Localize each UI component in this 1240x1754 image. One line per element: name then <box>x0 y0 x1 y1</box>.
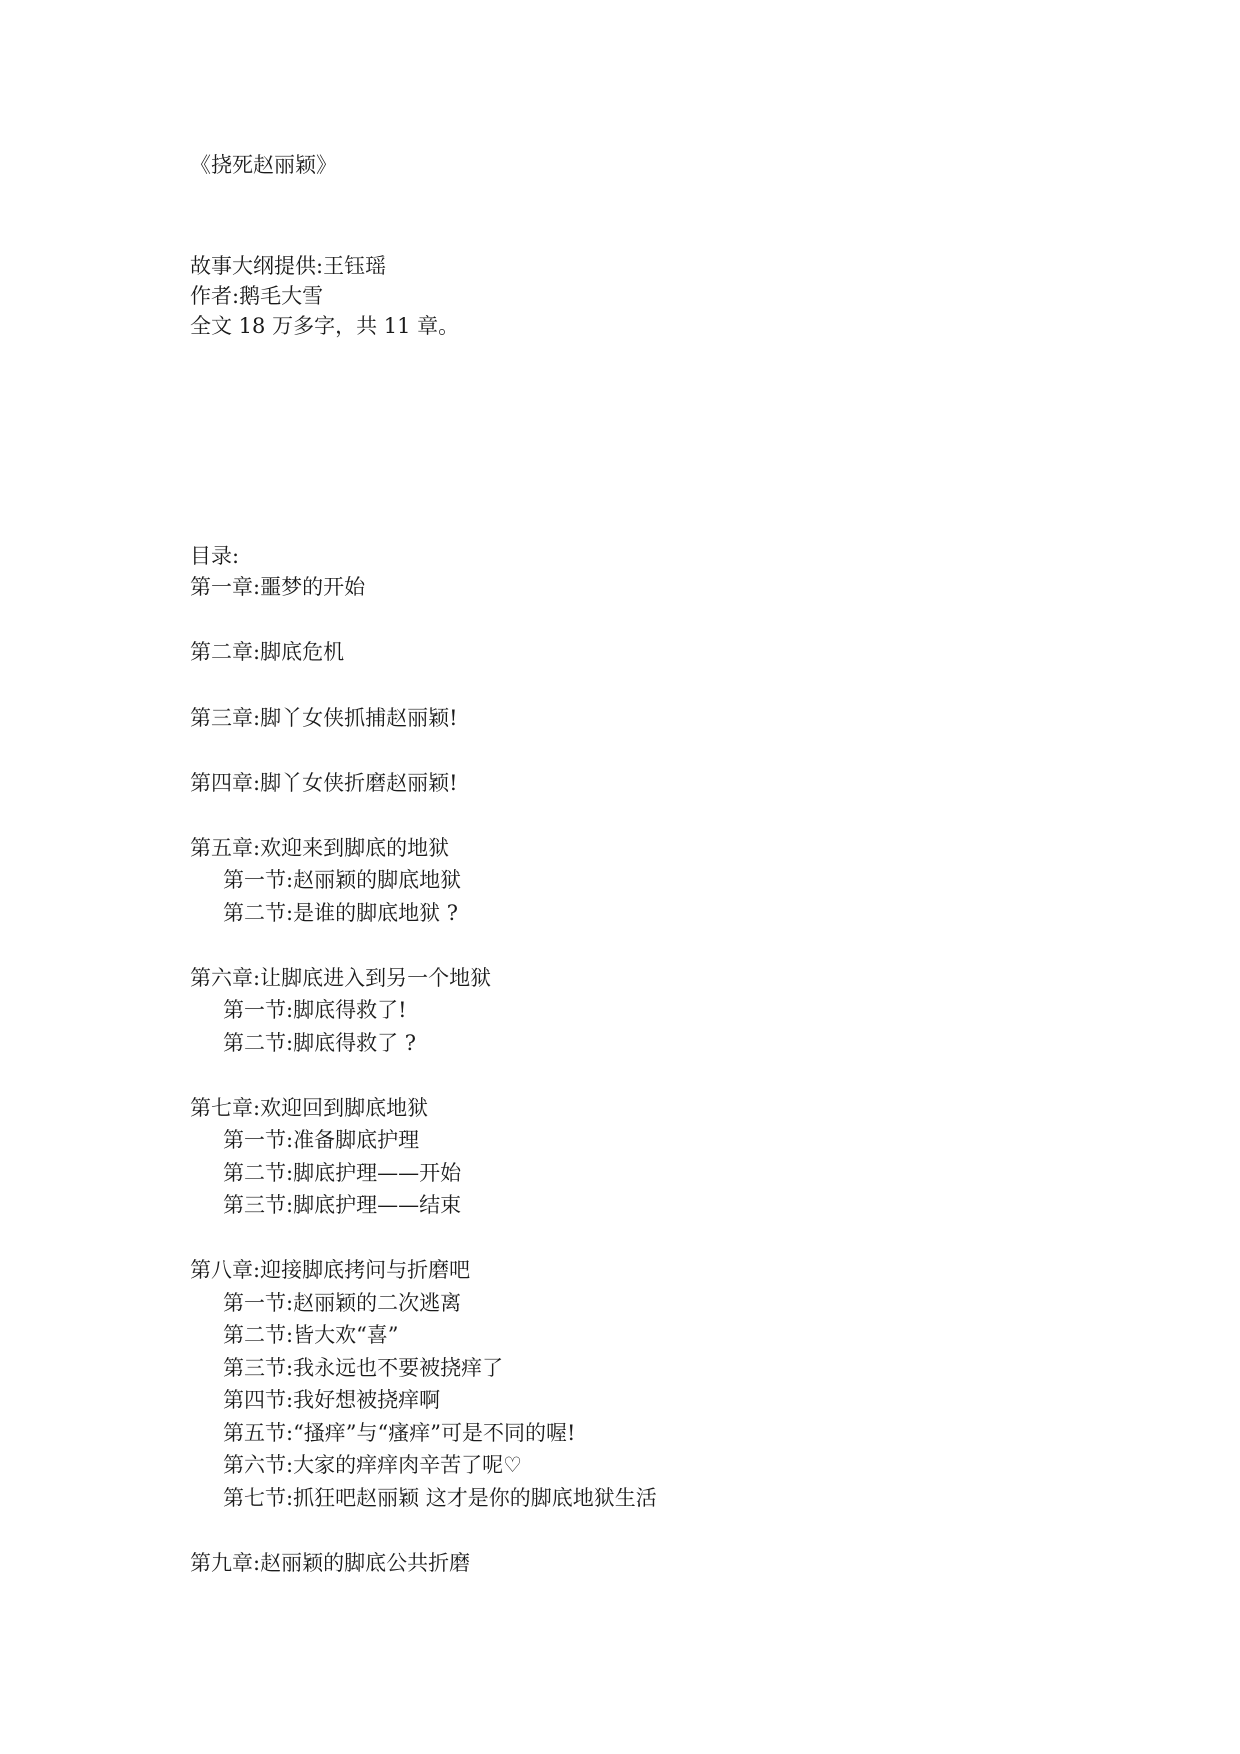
toc-heading: 目录: <box>190 544 240 568</box>
summary-line: 全文 18 万多字，共 11 章。 <box>190 314 460 338</box>
toc-chapter-3: 第三章:脚丫女侠抓捕赵丽颖! <box>190 706 458 730</box>
toc-ch8-section-2: 第二节:皆大欢“喜” <box>223 1323 399 1347</box>
toc-ch7-section-1: 第一节:准备脚底护理 <box>223 1128 420 1152</box>
toc-ch8-section-3: 第三节:我永远也不要被挠痒了 <box>223 1356 504 1380</box>
toc-ch7-section-2: 第二节:脚底护理——开始 <box>223 1161 462 1185</box>
toc-chapter-9: 第九章:赵丽颖的脚底公共折磨 <box>190 1551 471 1575</box>
toc-chapter-1: 第一章:噩梦的开始 <box>190 575 366 599</box>
toc-chapter-2: 第二章:脚底危机 <box>190 640 345 664</box>
toc-chapter-8: 第八章:迎接脚底拷问与折磨吧 <box>190 1258 471 1282</box>
toc-ch8-section-6: 第六节:大家的痒痒肉辛苦了呢♡ <box>223 1453 522 1477</box>
toc-ch5-section-1: 第一节:赵丽颖的脚底地狱 <box>223 868 462 892</box>
toc-ch8-section-4: 第四节:我好想被挠痒啊 <box>223 1388 441 1412</box>
toc-ch8-section-5: 第五节:“搔痒”与“瘙痒”可是不同的喔! <box>223 1421 576 1445</box>
author-line: 作者:鹅毛大雪 <box>190 284 324 308</box>
toc-chapter-5: 第五章:欢迎来到脚底的地狱 <box>190 836 450 860</box>
toc-ch6-section-1: 第一节:脚底得救了! <box>223 998 407 1022</box>
toc-ch5-section-2: 第二节:是谁的脚底地狱 ? <box>223 901 459 925</box>
toc-ch6-section-2: 第二节:脚底得救了 ? <box>223 1031 417 1055</box>
toc-ch8-section-1: 第一节:赵丽颖的二次逃离 <box>223 1291 462 1315</box>
document-title: 《挠死赵丽颖》 <box>190 153 337 177</box>
toc-chapter-7: 第七章:欢迎回到脚底地狱 <box>190 1096 429 1120</box>
toc-chapter-6: 第六章:让脚底进入到另一个地狱 <box>190 966 492 990</box>
toc-chapter-4: 第四章:脚丫女侠折磨赵丽颖! <box>190 771 458 795</box>
toc-ch8-section-7: 第七节:抓狂吧赵丽颖 这才是你的脚底地狱生活 <box>223 1486 657 1510</box>
toc-ch7-section-3: 第三节:脚底护理——结束 <box>223 1193 462 1217</box>
outline-credit: 故事大纲提供:王钰瑶 <box>190 254 387 278</box>
